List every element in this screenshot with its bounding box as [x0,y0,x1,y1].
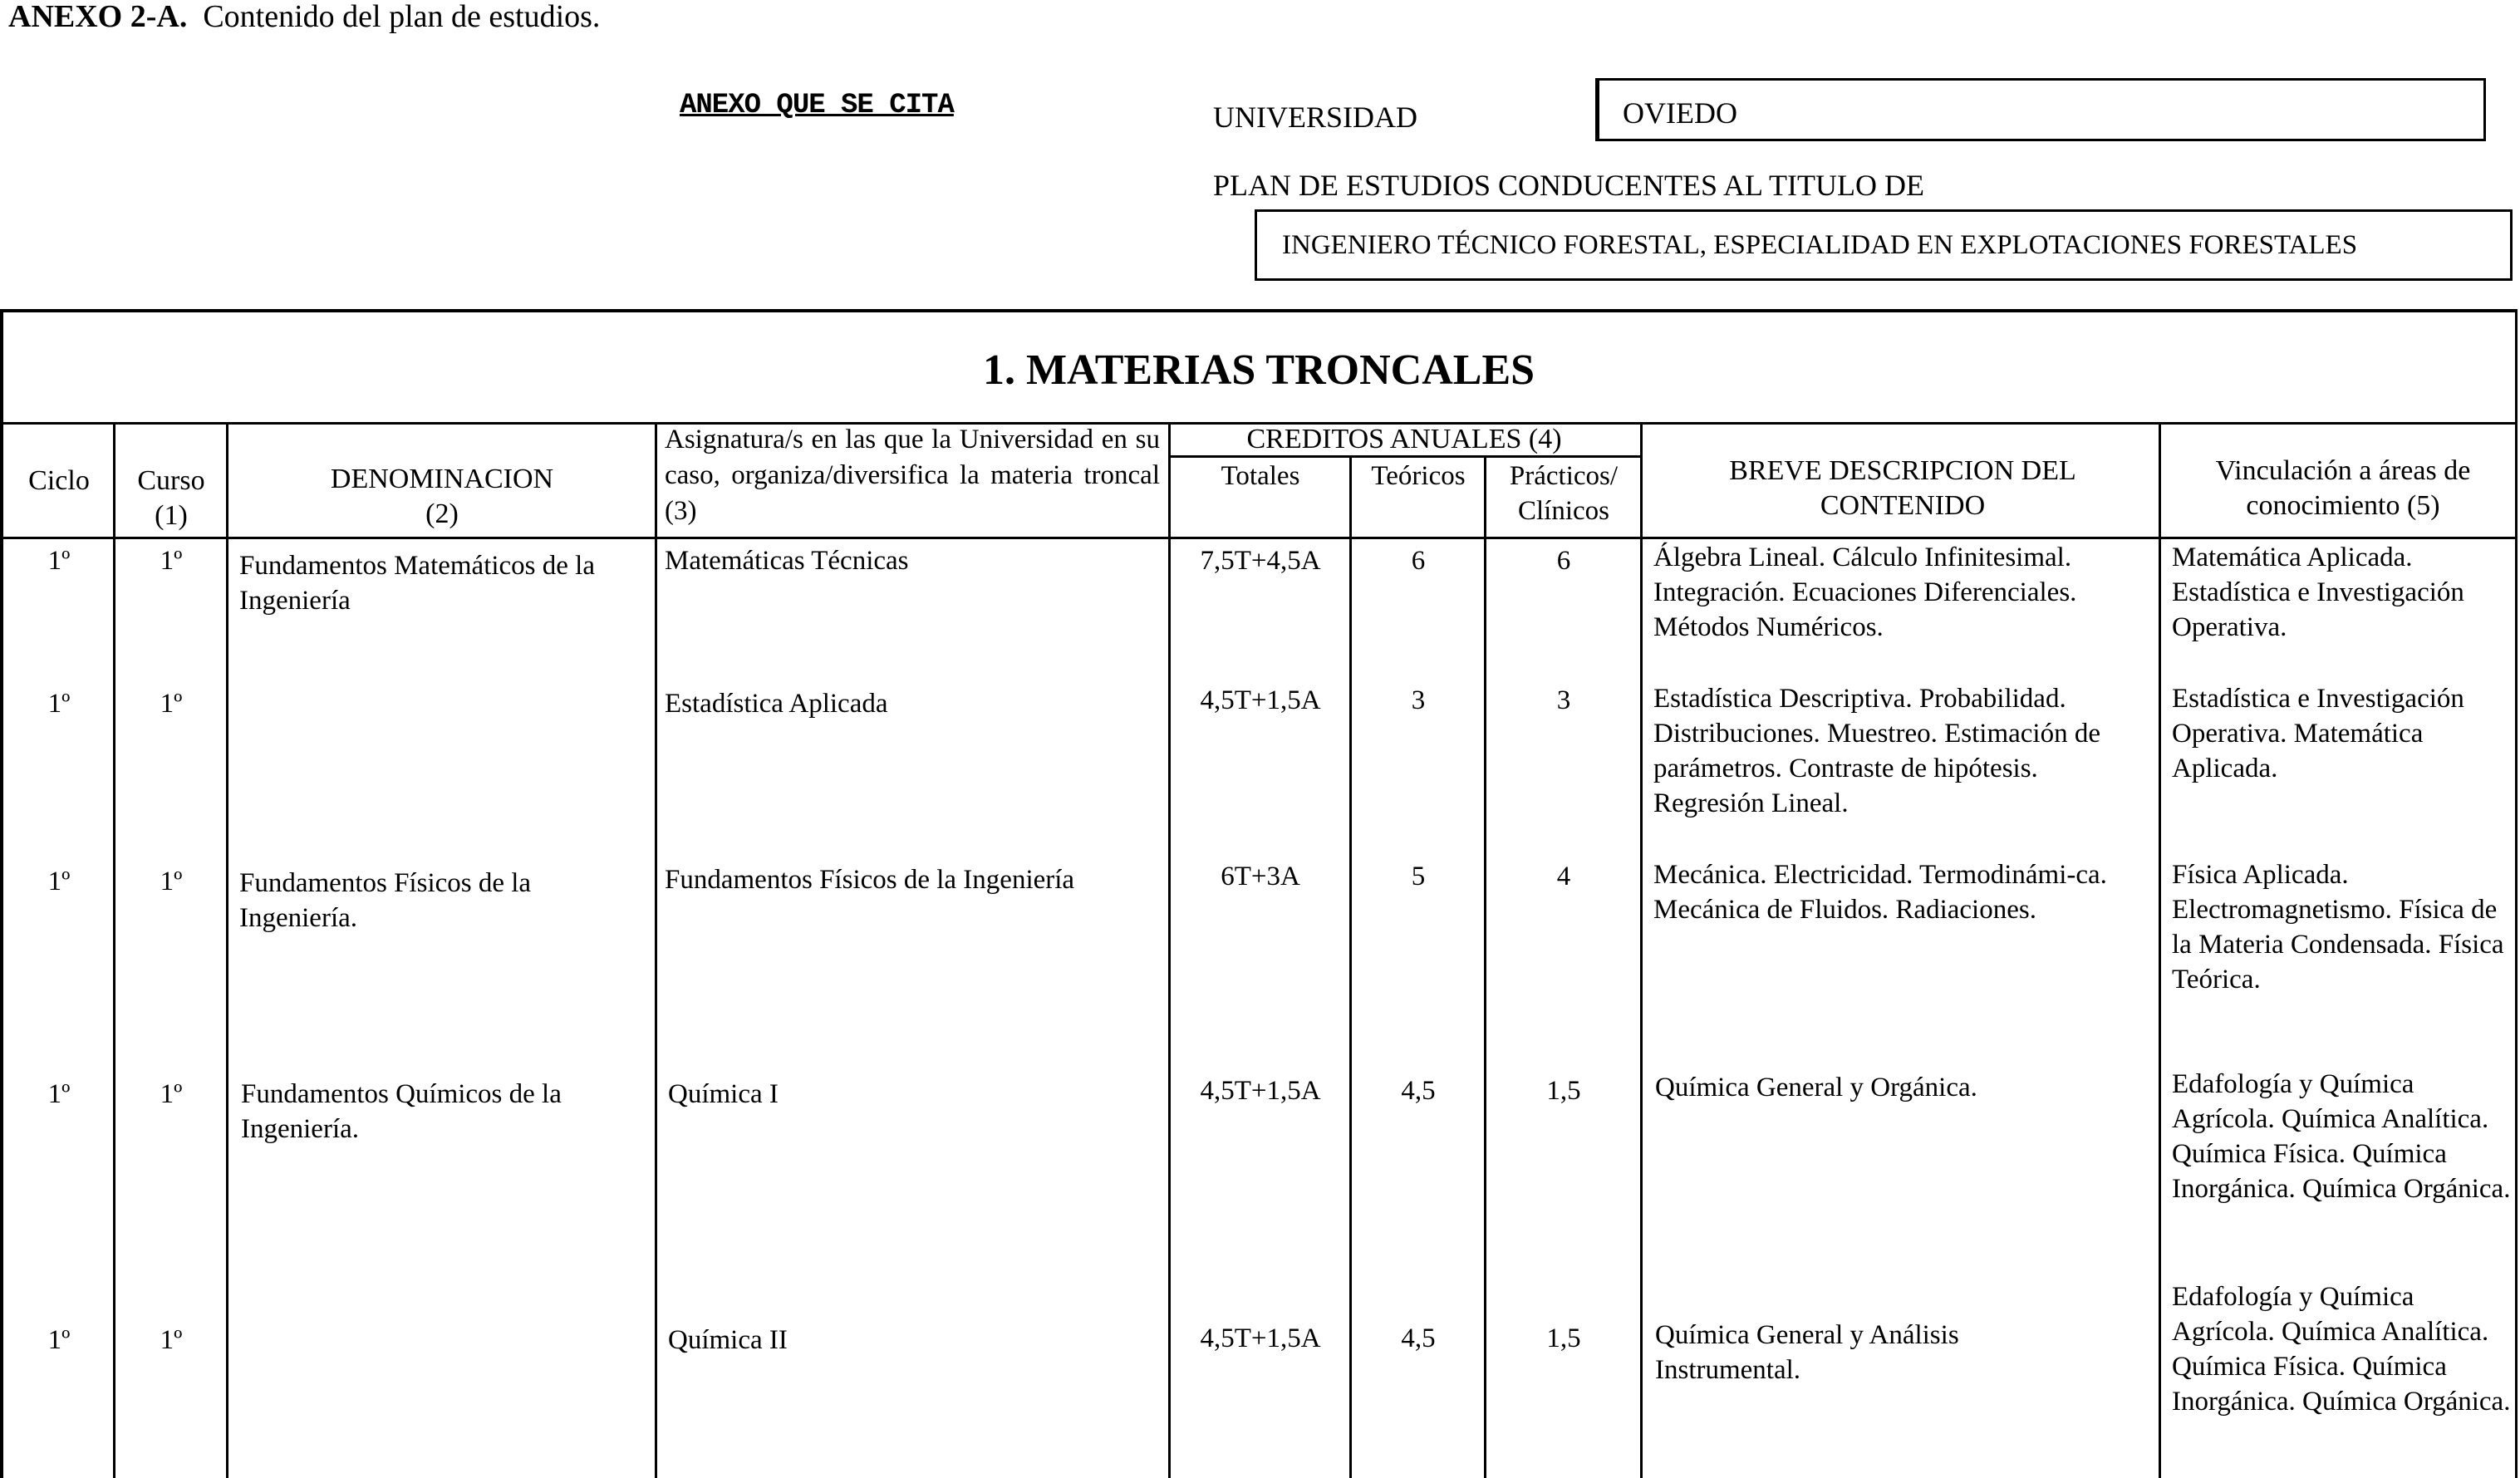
row-1-curso: 1º [160,546,183,576]
row-5-totales: 4,5T+1,5A [1200,1323,1321,1353]
universidad-field: OVIEDO [1595,78,2486,141]
row-5-vinculacion: Edafología y Química Agrícola. Química Analítica. Química Física. Química Inorgánica. Química Orgánica. [2172,1282,2511,1417]
row-2-ciclo: 1º [47,689,71,719]
header-creditos: CREDITOS ANUALES (4) [1246,424,1562,454]
annex-description: Contenido del plan de estudios. [203,0,601,34]
row-1-vinculacion: Matemática Aplicada. Estadística e Investigación Operativa. [2172,543,2464,642]
row-5-ciclo: 1º [47,1325,71,1355]
row-4-descripcion: Química General y Orgánica. [1655,1073,1977,1102]
header-denominacion-ref: (2) [425,498,459,529]
header-curso [116,464,226,533]
annex-label: ANEXO 2-A. [8,0,188,34]
row-2-teoricos: 3 [1411,685,1426,715]
row-5-curso: 1º [160,1325,183,1355]
section-title: 1. MATERIAS TRONCALES [982,346,1535,394]
header-curso-label: Curso [137,465,205,496]
plan-label: PLAN DE ESTUDIOS CONDUCENTES AL TITULO DE [1213,169,1924,202]
header-asignatura: Asignatura/s en las que la Universidad en su caso, organiza/diversifica la materia troncal (3) [665,425,1160,526]
row-1-teoricos: 6 [1411,546,1426,576]
row-2-descripcion: Estadística Descriptiva. Probabilidad. Distribuciones. Muestreo. Estimación de parámetros. Contraste de hipótesis. Regresión Lineal. [1653,684,2100,818]
row-3-totales: 6T+3A [1221,862,1300,891]
col-divider-totales [1349,457,1352,1478]
annex-title [8,0,600,33]
row-3-ciclo: 1º [47,867,71,896]
row-4-asignatura: Química I [668,1079,779,1109]
header-descripcion: BREVE DESCRIPCION DEL CONTENIDO [1729,455,2076,521]
row-2-curso: 1º [160,689,183,719]
col-divider-ciclo [113,424,115,1478]
row-3-vinculacion: Física Aplicada. Electromagnetismo. Física de la Materia Condensada. Física Teórica. [2172,860,2504,994]
row-2-totales: 4,5T+1,5A [1200,685,1321,715]
header-curso-ref: (1) [155,500,188,531]
row-4-totales: 4,5T+1,5A [1200,1076,1321,1106]
row-1-totales: 7,5T+4,5A [1200,546,1321,576]
row-4-ciclo: 1º [47,1079,71,1109]
row-1-ciclo: 1º [47,546,71,576]
col-divider-practicos [1640,424,1643,1478]
row-3-denominacion: Fundamentos Físicos de la Ingeniería. [239,868,532,933]
row-3-curso: 1º [160,867,183,896]
row-2-asignatura: Estadística Aplicada [665,689,888,719]
row-3-descripcion: Mecánica. Electricidad. Termodinámi-ca. Mecánica de Fluidos. Radiaciones. [1653,860,2107,925]
header-vinculacion: Vinculación a áreas de conocimiento (5) [2215,455,2471,521]
annex-cita: ANEXO QUE SE CITA [680,90,954,121]
row-3-practicos: 4 [1556,862,1571,891]
col-divider-teoricos [1484,457,1486,1478]
col-divider-curso [226,424,228,1478]
row-2-practicos: 3 [1556,685,1571,715]
header-totales: Totales [1221,461,1300,491]
row-1-descripcion: Álgebra Lineal. Cálculo Infinitesimal. Integración. Ecuaciones Diferenciales. Métodos Numéricos. [1653,543,2077,642]
titulo-field: INGENIERO TÉCNICO FORESTAL, ESPECIALIDAD EN EXPLOTACIONES FORESTALES [1255,209,2513,281]
col-divider-descripcion [2159,424,2161,1478]
row-3-teoricos: 5 [1411,862,1426,891]
col-divider-asignatura [1168,424,1171,1478]
row-5-asignatura: Química II [668,1325,788,1355]
header-denominacion [229,462,655,532]
row-3-asignatura: Fundamentos Físicos de la Ingeniería [665,865,1075,895]
row-1-denominacion: Fundamentos Matemáticos de la Ingeniería [239,551,595,616]
header-ciclo: Ciclo [28,465,90,496]
col-divider-denominacion [655,424,657,1478]
header-denominacion-label: DENOMINACION [330,464,554,494]
row-1-practicos: 6 [1556,546,1571,576]
row-1-asignatura: Matemáticas Técnicas [665,546,909,576]
row-2-vinculacion: Estadística e Investigación Operativa. Matemática Aplicada. [2172,684,2464,783]
row-5-descripcion: Química General y Análisis Instrumental. [1655,1320,1959,1385]
universidad-label: UNIVERSIDAD [1213,101,1417,134]
header-teoricos: Teóricos [1371,461,1466,491]
row-4-practicos: 1,5 [1546,1076,1581,1106]
row-5-practicos: 1,5 [1546,1323,1581,1353]
row-4-teoricos: 4,5 [1401,1076,1436,1106]
row-4-curso: 1º [160,1079,183,1109]
header-practicos: Prácticos/ Clínicos [1509,461,1619,526]
row-5-teoricos: 4,5 [1401,1323,1436,1353]
row-4-denominacion: Fundamentos Químicos de la Ingeniería. [241,1079,562,1144]
row-4-vinculacion: Edafología y Química Agrícola. Química Analítica. Química Física. Química Inorgánica. Química Orgánica. [2172,1069,2511,1204]
header-bottom-rule [0,537,2518,539]
